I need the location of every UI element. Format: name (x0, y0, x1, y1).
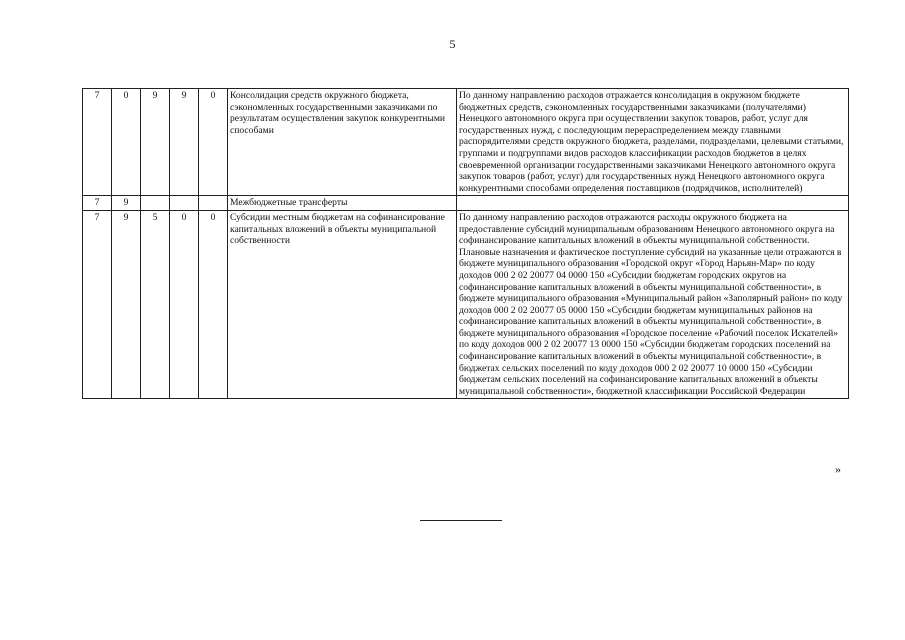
code-digit: 7 (83, 196, 112, 211)
expense-description (457, 196, 849, 211)
end-divider (420, 520, 502, 521)
table-row (83, 196, 849, 211)
expense-name: Субсидии местным бюджетам на софинансирование капитальных вложений в объекты муниципальной собственности (228, 210, 457, 399)
classification-table (82, 88, 849, 399)
code-digit: 9 (112, 210, 141, 399)
expense-name: Межбюджетные трансферты (228, 196, 457, 211)
code-digit (141, 196, 170, 211)
page-number: 5 (449, 37, 456, 51)
code-digit: 0 (112, 89, 141, 196)
code-digit: 7 (83, 89, 112, 196)
table-row (83, 89, 849, 196)
code-digit: 0 (199, 210, 228, 399)
closing-quote: » (835, 462, 841, 476)
code-digit: 0 (170, 210, 199, 399)
code-digit: 9 (141, 89, 170, 196)
expense-description: По данному направлению расходов отражается консолидация в окружном бюджете бюджетных средств, сэкономленных государственными заказчиками (получателями) Ненецкого автономного округа при осуществлении закупок товаров, работ, услуг для государственных нужд, с последующим перераспределением между главными распорядителями средств окружного бюджета, разделами, подразделами, целевыми статьями, группами и подгруппами видов расходов классификации расходов бюджетов в целях своевременной организации государственными заказчиками Ненецкого автономного округа закупок товаров (работ, услуг) для государственных нужд Ненецкого автономного округа конкурентными способами определения поставщиков (подрядчиков, исполнителей) (457, 89, 849, 196)
code-digit: 9 (112, 196, 141, 211)
code-digit: 7 (83, 210, 112, 399)
code-digit: 9 (170, 89, 199, 196)
expense-name: Консолидация средств окружного бюджета, сэкономленных государственными заказчиками по результатам осуществления закупок конкурентными способами (228, 89, 457, 196)
code-digit (199, 196, 228, 211)
code-digit: 0 (199, 89, 228, 196)
code-digit (170, 196, 199, 211)
table-row (83, 210, 849, 399)
code-digit: 5 (141, 210, 170, 399)
expense-description: По данному направлению расходов отражаются расходы окружного бюджета на предоставление субсидий муниципальным образованиям Ненецкого автономного округа на софинансирование капитальных вложений в объекты муниципальной собственности. Плановые назначения и фактическое поступление субсидий на указанные цели отражаются в бюджете муниципального образования «Городской округ «Город Нарьян-Мар» по коду доходов 000 2 02 20077 04 0000 150 «Субсидии бюджетам городских округов на софинансирование капитальных вложений в объекты муниципальной собственности», в бюджете муниципального образования «Муниципальный район «Заполярный район» по коду доходов 000 2 02 20077 05 0000 150 «Субсидии бюджетам муниципальных районов на софинансирование капитальных вложений в объекты муниципальной собственности», в бюджете муниципального образования «Городское поселение «Рабочий поселок Искателей» по коду доходов 000 2 02 20077 13 0000 150 «Субсидии бюджетам городских поселений на софинансирование капитальных вложений в объекты муниципальной собственности», в бюджетах сельских поселений по коду доходов 000 2 02 20077 10 0000 150 «Субсидии бюджетам сельских поселений на софинансирование капитальных вложений в объекты муниципальной собственности», бюджетной классификации Российской Федерации (457, 210, 849, 399)
